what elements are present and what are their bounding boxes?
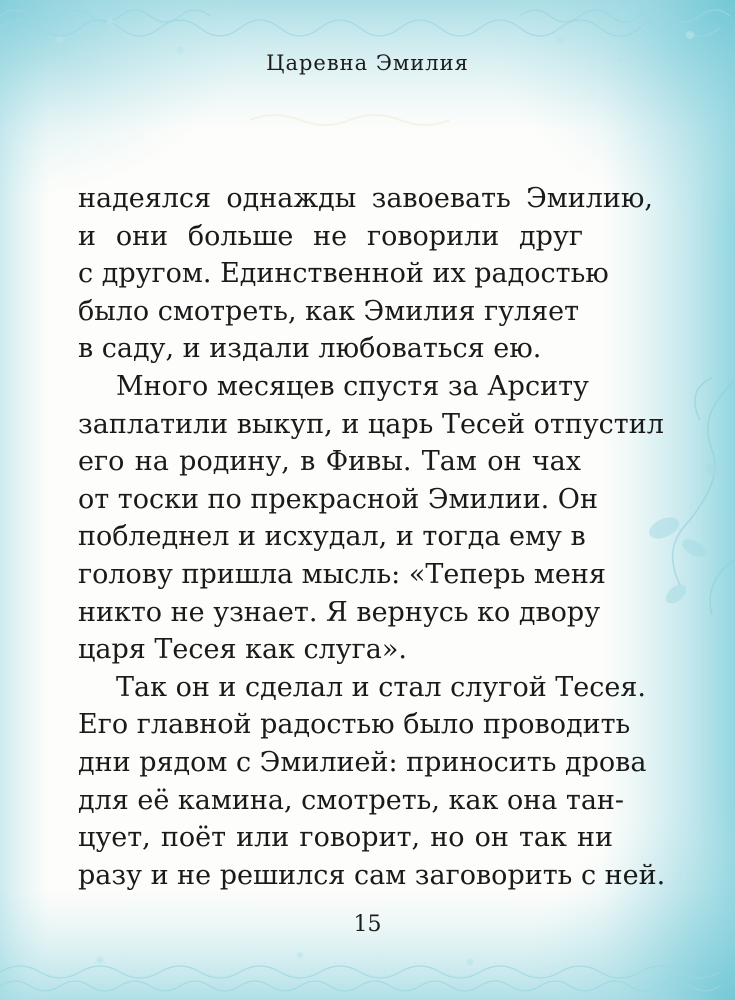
text-line: его на родину, в Фивы. Там он чах bbox=[78, 446, 581, 478]
text-line: разу и не решился сам заговорить с ней. bbox=[78, 859, 666, 891]
text-line: цует, поёт или говорит, но он так ни bbox=[78, 822, 613, 854]
text-line: заплатили выкуп, и царь Тесей отпустил bbox=[78, 408, 664, 440]
text-line: Много месяцев спустя за Арситу bbox=[116, 370, 589, 402]
text-line: было смотреть, как Эмилия гуляет bbox=[78, 295, 580, 327]
text-line: Так он и сделал и стал слугой Тесея. bbox=[116, 671, 646, 703]
text-line: царя Тесея как слуга». bbox=[78, 634, 407, 666]
text-line: побледнел и исхудал, и тогда ему в bbox=[78, 521, 586, 553]
text-line: в саду, и издали любоваться ею. bbox=[78, 333, 542, 365]
text-line: Его главной радостью было проводить bbox=[78, 709, 631, 741]
text-line: надеялся однажды завоевать Эмилию, bbox=[78, 183, 653, 214]
text-line: никто не узнает. Я вернусь ко двору bbox=[78, 596, 601, 628]
text-line: дни рядом с Эмилией: приносить дрова bbox=[78, 746, 647, 778]
running-head-title: Царевна Эмилия bbox=[266, 51, 469, 75]
text-line: с другом. Единственной их радостью bbox=[78, 258, 609, 290]
text-line: и они больше не говорили друг bbox=[78, 220, 583, 252]
text-line: для её камина, смотреть, как она тан- bbox=[78, 784, 625, 816]
page-number: 15 bbox=[353, 912, 382, 937]
text-line: голову пришла мысль: «Теперь меня bbox=[78, 558, 606, 590]
text-line: от тоски по прекрасной Эмилии. Он bbox=[78, 483, 598, 515]
story-text bbox=[78, 180, 666, 894]
